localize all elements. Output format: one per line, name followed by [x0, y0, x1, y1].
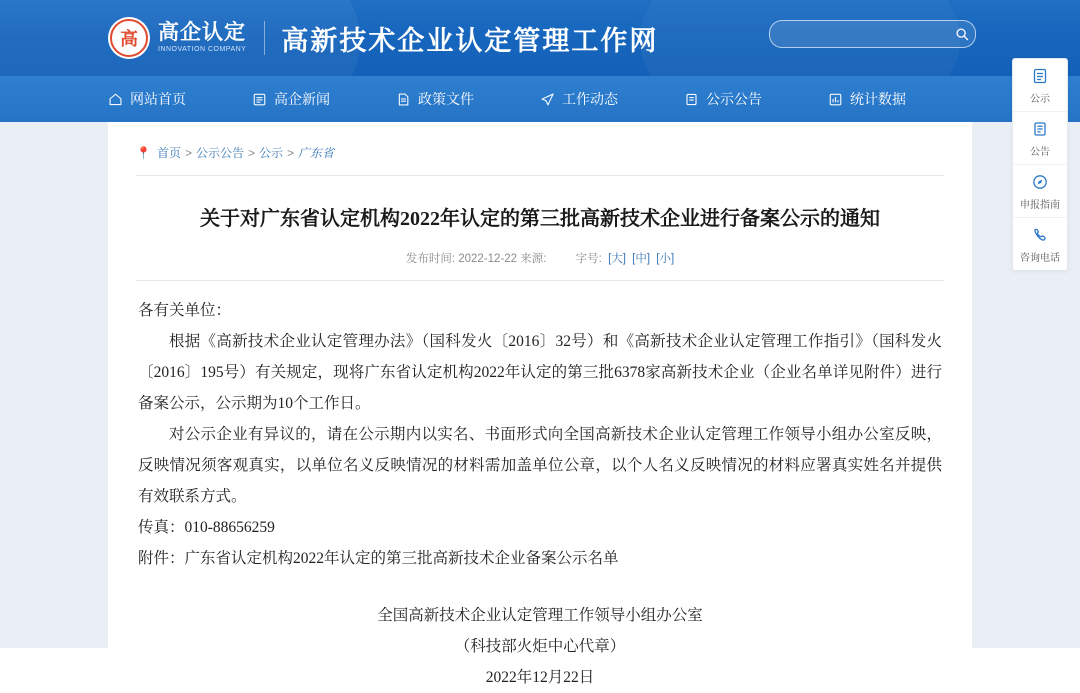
- paper-plane-icon: [540, 92, 555, 107]
- content-area: [0, 122, 1080, 686]
- rail-item-announcement[interactable]: [1013, 112, 1067, 165]
- breadcrumb-item-home[interactable]: 首页: [156, 146, 181, 160]
- article-card: [108, 122, 972, 693]
- breadcrumb: [136, 122, 944, 176]
- source-label: 来源:: [520, 253, 547, 265]
- search-icon[interactable]: [949, 27, 975, 41]
- site-title: 高新技术企业认定管理工作网: [281, 25, 659, 56]
- logo-mark-icon: 高: [108, 17, 150, 59]
- nav-item-announcement[interactable]: [684, 89, 762, 109]
- document-icon: [396, 92, 411, 107]
- article-paragraph-fax: 传真：010-88656259: [138, 519, 275, 536]
- compass-icon: [1030, 172, 1050, 192]
- page-title: 关于对广东省认定机构2022年认定的第三批高新技术企业进行备案公示的通知: [200, 208, 880, 230]
- side-rail: [1012, 58, 1068, 271]
- header-divider: [264, 21, 265, 55]
- nav-item-policy[interactable]: [396, 89, 474, 109]
- signature-seal: （科技部火炬中心代章）: [454, 638, 626, 655]
- font-size-label: 字号:: [575, 253, 602, 265]
- breadcrumb-item-announcement[interactable]: 公示公告: [195, 146, 244, 160]
- location-pin-icon: 📍: [136, 145, 151, 160]
- logo-title-cn: 高企认定: [158, 21, 246, 45]
- rail-label: 公示: [1030, 93, 1050, 105]
- breadcrumb-current: 广东省: [298, 146, 335, 160]
- breadcrumb-separator: >: [248, 145, 256, 160]
- nav-label: 工作动态: [562, 91, 618, 107]
- signature-office: 全国高新技术企业认定管理工作领导小组办公室: [377, 607, 703, 624]
- font-size-small-button[interactable]: [小]: [656, 253, 675, 265]
- site-header: [0, 0, 1080, 76]
- nav-item-statistics[interactable]: [828, 89, 906, 109]
- article-paragraph-attachment: 附件：广东省认定机构2022年认定的第三批高新技术企业备案公示名单: [138, 550, 619, 567]
- search-box[interactable]: [769, 20, 976, 48]
- nav-item-news[interactable]: [252, 89, 330, 109]
- announcement-icon: [684, 92, 699, 107]
- rail-item-public[interactable]: [1013, 59, 1067, 112]
- megaphone-icon: [1030, 119, 1050, 139]
- article-body: [136, 281, 944, 693]
- nav-label: 统计数据: [850, 91, 906, 107]
- list-icon: [1030, 66, 1050, 86]
- signature-block: [138, 600, 942, 693]
- article-meta: [136, 234, 944, 281]
- logo-title-en: INNOVATION COMPANY: [158, 46, 247, 54]
- home-icon: [108, 92, 123, 107]
- search-input[interactable]: [770, 27, 949, 41]
- article-paragraph: 各有关单位：: [138, 302, 232, 319]
- nav-label: 高企新闻: [274, 91, 330, 107]
- nav-label: 政策文件: [418, 91, 474, 107]
- breadcrumb-separator: >: [184, 145, 192, 160]
- rail-label: 公告: [1030, 146, 1050, 158]
- font-size-medium-button[interactable]: [中]: [632, 253, 651, 265]
- rail-item-phone[interactable]: [1013, 218, 1067, 270]
- news-icon: [252, 92, 267, 107]
- font-size-large-button[interactable]: [大]: [608, 253, 626, 265]
- rail-item-guide[interactable]: [1013, 165, 1067, 218]
- main-navigation: [0, 76, 1080, 122]
- publish-time-value: 2022-12-22: [458, 253, 518, 265]
- rail-label: 咨询电话: [1020, 252, 1060, 264]
- breadcrumb-item-public[interactable]: 公示: [259, 146, 284, 160]
- nav-item-updates[interactable]: [540, 89, 618, 109]
- nav-label: 公示公告: [706, 91, 762, 107]
- phone-icon: [1030, 225, 1050, 245]
- nav-item-home[interactable]: [108, 89, 186, 109]
- breadcrumb-separator: >: [287, 145, 295, 160]
- site-logo[interactable]: [108, 17, 246, 59]
- publish-time-label: 发布时间:: [405, 253, 456, 265]
- article-paragraph: 对公示企业有异议的，请在公示期内以实名、书面形式向全国高新技术企业认定管理工作领导小组办公室反映，反映情况须客观真实，以单位名义反映情况的材料需加盖单位公章，以个人名义反映情况的材料应署真实姓名并提供有效联系方式。: [138, 426, 942, 505]
- nav-label: 网站首页: [130, 91, 186, 107]
- article-paragraph: 根据《高新技术企业认定管理办法》（国科发火〔2016〕32号）和《高新技术企业认定管理工作指引》（国科发火〔2016〕195号）有关规定，现将广东省认定机构2022年认定的第三批6378家高新技术企业（企业名单详见附件）进行备案公示，公示期为10个工作日。: [138, 333, 942, 412]
- rail-label: 申报指南: [1020, 199, 1060, 211]
- chart-icon: [828, 92, 843, 107]
- signature-date: 2022年12月22日: [485, 669, 595, 686]
